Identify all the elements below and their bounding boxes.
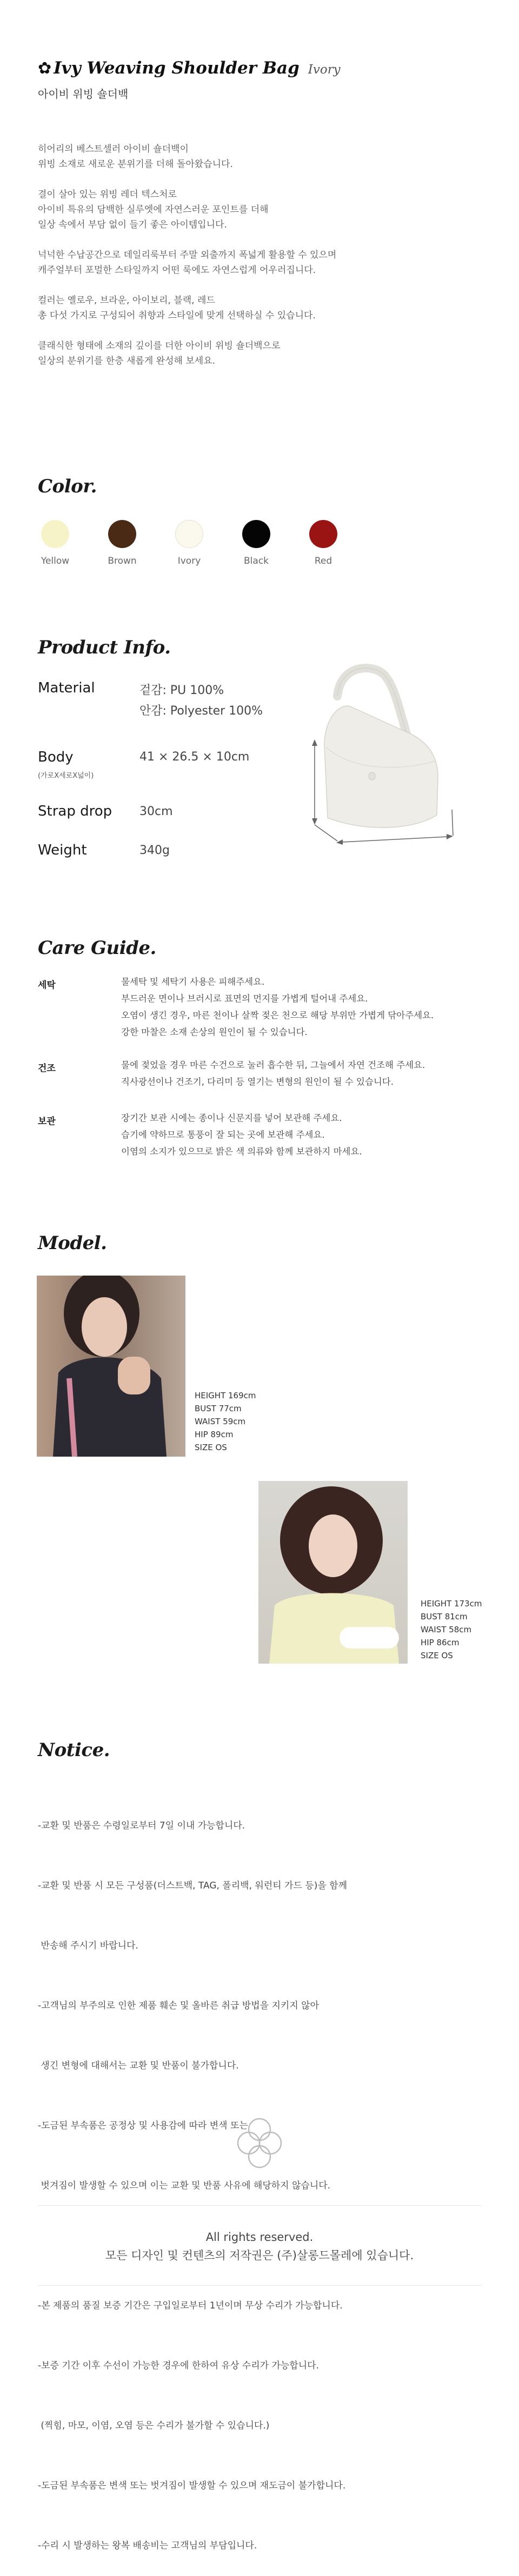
model-stat: WAIST 58cm [421, 1625, 472, 1634]
model-stat: HEIGHT 169cm [195, 1391, 256, 1400]
swatch-circle [41, 520, 69, 548]
intro-line: 넉넉한 수납공간으로 데일리룩부터 주말 외출까지 폭넓게 활용할 수 있으며 [38, 250, 337, 261]
model-section-title: Model. [38, 1232, 107, 1254]
intro-line: 클래식한 형태에 소재의 깊이를 더한 아이비 위빙 숄더백으로 [38, 341, 281, 351]
care-line: 직사광선이나 건조기, 다리미 등 열기는 변형의 원인이 될 수 있습니다. [121, 1077, 394, 1087]
footer-divider-top [38, 2205, 481, 2206]
model-1-figure [37, 1276, 185, 1457]
body-note: (가로X세로X넓이) [38, 772, 94, 780]
model-1-stats [195, 1389, 256, 1454]
notice-line: -교환 및 반품 시 모든 구성품(더스트백, TAG, 폴리백, 워런티 가드 등)을 함께 [38, 1880, 348, 1891]
notice-line: 생긴 변형에 대해서는 교환 및 반품이 불가합니다. [38, 2060, 239, 2071]
care-line: 강한 마찰은 소재 손상의 원인이 될 수 있습니다. [121, 1027, 308, 1037]
weight-value: 340g [139, 844, 170, 857]
care-line: 습기에 약하므로 통풍이 잘 되는 곳에 보관해 주세요. [121, 1130, 325, 1140]
intro-line: 위빙 소재로 새로운 분위기를 더해 돌아왔습니다. [38, 159, 233, 170]
care-key-dry: 건조 [38, 1063, 56, 1074]
care-key-wash: 세탁 [38, 980, 56, 991]
care-line: 물에 젖었을 경우 마른 수건으로 눌러 흡수한 뒤, 그늘에서 자연 건조해 주세요. [121, 1060, 425, 1070]
model-2-stats [421, 1597, 482, 1662]
product-info-title: Product Info. [38, 637, 171, 658]
model-stat: BUST 81cm [421, 1612, 468, 1621]
model-stat: BUST 77cm [195, 1404, 242, 1413]
model-stat: WAIST 59cm [195, 1417, 246, 1426]
product-title: Ivy Weaving Shoulder Bag [54, 58, 300, 78]
notice-line: -도금된 부속품은 변색 또는 벗겨짐이 발생할 수 있으며 재도금이 불가합니다. [38, 2480, 346, 2491]
intro-line: 총 다섯 가지로 구성되어 취향과 스타일에 맞게 선택하실 수 있습니다. [38, 310, 316, 321]
swatch-yellow[interactable] [25, 520, 85, 566]
brand-logo-icon [232, 2113, 287, 2173]
care-key-storage: 보관 [38, 1116, 56, 1127]
color-variant-label: Ivory [308, 63, 341, 77]
notice-line: -고객님의 부주의로 인한 제품 훼손 및 올바른 취급 방법을 지키지 않아 [38, 2000, 319, 2011]
notice-line: -교환 및 반품은 수령일로부터 7일 이내 가능합니다. [38, 1820, 245, 1831]
swatch-circle [108, 520, 136, 548]
footer-divider-bottom [38, 2285, 481, 2286]
model-stat: HEIGHT 173cm [421, 1599, 482, 1609]
material-inner: 안감: Polyester 100% [139, 704, 263, 718]
intro-line: 캐주얼부터 포멀한 스타일까지 어떤 룩에도 자연스럽게 어우러집니다. [38, 265, 316, 276]
swatch-label: Black [244, 556, 269, 566]
swatch-label: Red [314, 556, 332, 566]
intro-line: 일상 속에서 부담 없이 들기 좋은 아이템입니다. [38, 219, 227, 230]
strap-label: Strap drop [38, 803, 112, 819]
notice-line: -수리 시 발생하는 왕복 배송비는 고객님의 부담입니다. [38, 2540, 257, 2551]
notice-line: -보증 기간 이후 수선이 가능한 경우에 한하여 유상 수리가 가능합니다. [38, 2360, 319, 2371]
intro-text [38, 142, 481, 369]
body-value: 41 × 26.5 × 10cm [139, 750, 250, 764]
care-line: 장기간 보관 시에는 종이나 신문지를 넣어 보관해 주세요. [121, 1113, 342, 1123]
model-2-figure [258, 1481, 408, 1664]
intro-line: 아이비 특유의 담백한 실루엣에 자연스러운 포인트를 더해 [38, 204, 269, 215]
notice-line: 반송해 주시기 바랍니다. [38, 1940, 138, 1951]
swatch-red[interactable] [294, 520, 353, 566]
care-line: 부드러운 면이나 브러시로 표면의 먼지를 가볍게 털어내 주세요. [121, 993, 368, 1004]
bag-dimension-illustration [303, 653, 508, 869]
swatch-circle [242, 520, 270, 548]
footer-copyright: 모든 디자인 및 컨텐츠의 저작권은 (주)살롱드몰레에 있습니다. [105, 2249, 414, 2262]
model-stat: HIP 86cm [421, 1638, 460, 1647]
material-outer: 겉감: PU 100% [139, 684, 224, 697]
care-wash-text [121, 973, 500, 1040]
model-stat: HIP 89cm [195, 1430, 234, 1439]
care-storage-text [121, 1110, 500, 1160]
header [38, 58, 481, 101]
intro-line: 컬러는 옐로우, 브라운, 아이보리, 블랙, 레드 [38, 295, 215, 306]
care-line: 물세탁 및 세탁기 사용은 피해주세요. [121, 977, 265, 987]
footer-rights: All rights reserved. [205, 2231, 314, 2244]
footer [38, 2228, 481, 2265]
swatch-label: Yellow [41, 556, 70, 566]
color-section-title: Color. [38, 476, 97, 497]
notice-line: 벗겨짐이 발생할 수 있으며 이는 교환 및 반품 사유에 해당하지 않습니다. [38, 2180, 331, 2191]
intro-line: 히어리의 베스트셀러 아이비 숄더백이 [38, 144, 189, 155]
notice-line: (찍힘, 마모, 이염, 오염 등은 수리가 불가할 수 있습니다.) [38, 2420, 270, 2431]
swatch-circle [309, 520, 337, 548]
intro-line: 결이 살아 있는 위빙 레더 텍스처로 [38, 189, 177, 200]
product-subtitle: 아이비 위빙 숄더백 [38, 88, 129, 101]
model-photo-1 [37, 1276, 185, 1457]
care-line: 오염이 생긴 경우, 마른 천이나 살짝 젖은 천으로 해당 부위만 가볍게 닦아주세요. [121, 1010, 434, 1020]
notice-text [38, 1776, 492, 2576]
care-guide-title: Care Guide. [38, 937, 156, 959]
material-label: Material [38, 680, 95, 696]
swatch-label: Ivory [177, 556, 201, 566]
swatch-row [25, 520, 353, 566]
body-label: Body [38, 749, 74, 765]
swatch-black[interactable] [227, 520, 286, 566]
swatch-label: Brown [108, 556, 137, 566]
swatch-ivory[interactable] [159, 520, 219, 566]
swatch-circle [175, 520, 203, 548]
swatch-brown[interactable] [92, 520, 152, 566]
strap-value: 30cm [139, 805, 173, 818]
model-stat: SIZE OS [195, 1443, 227, 1452]
model-stat: SIZE OS [421, 1651, 453, 1660]
model-photo-2 [258, 1481, 408, 1664]
notice-title: Notice. [38, 1739, 110, 1761]
notice-line: -도금된 부속품은 공정상 및 사용감에 따라 변색 또는 [38, 2120, 248, 2131]
flower-icon: ✿ [38, 59, 52, 78]
intro-line: 일상의 분위기를 한층 새롭게 완성해 보세요. [38, 356, 216, 366]
notice-line: -본 제품의 품질 보증 기간은 구입일로부터 1년이며 무상 수리가 가능합니다. [38, 2300, 343, 2311]
care-dry-text [121, 1057, 500, 1090]
care-line: 이염의 소지가 있으므로 밝은 색 의류와 함께 보관하지 마세요. [121, 1146, 362, 1157]
weight-label: Weight [38, 842, 87, 858]
